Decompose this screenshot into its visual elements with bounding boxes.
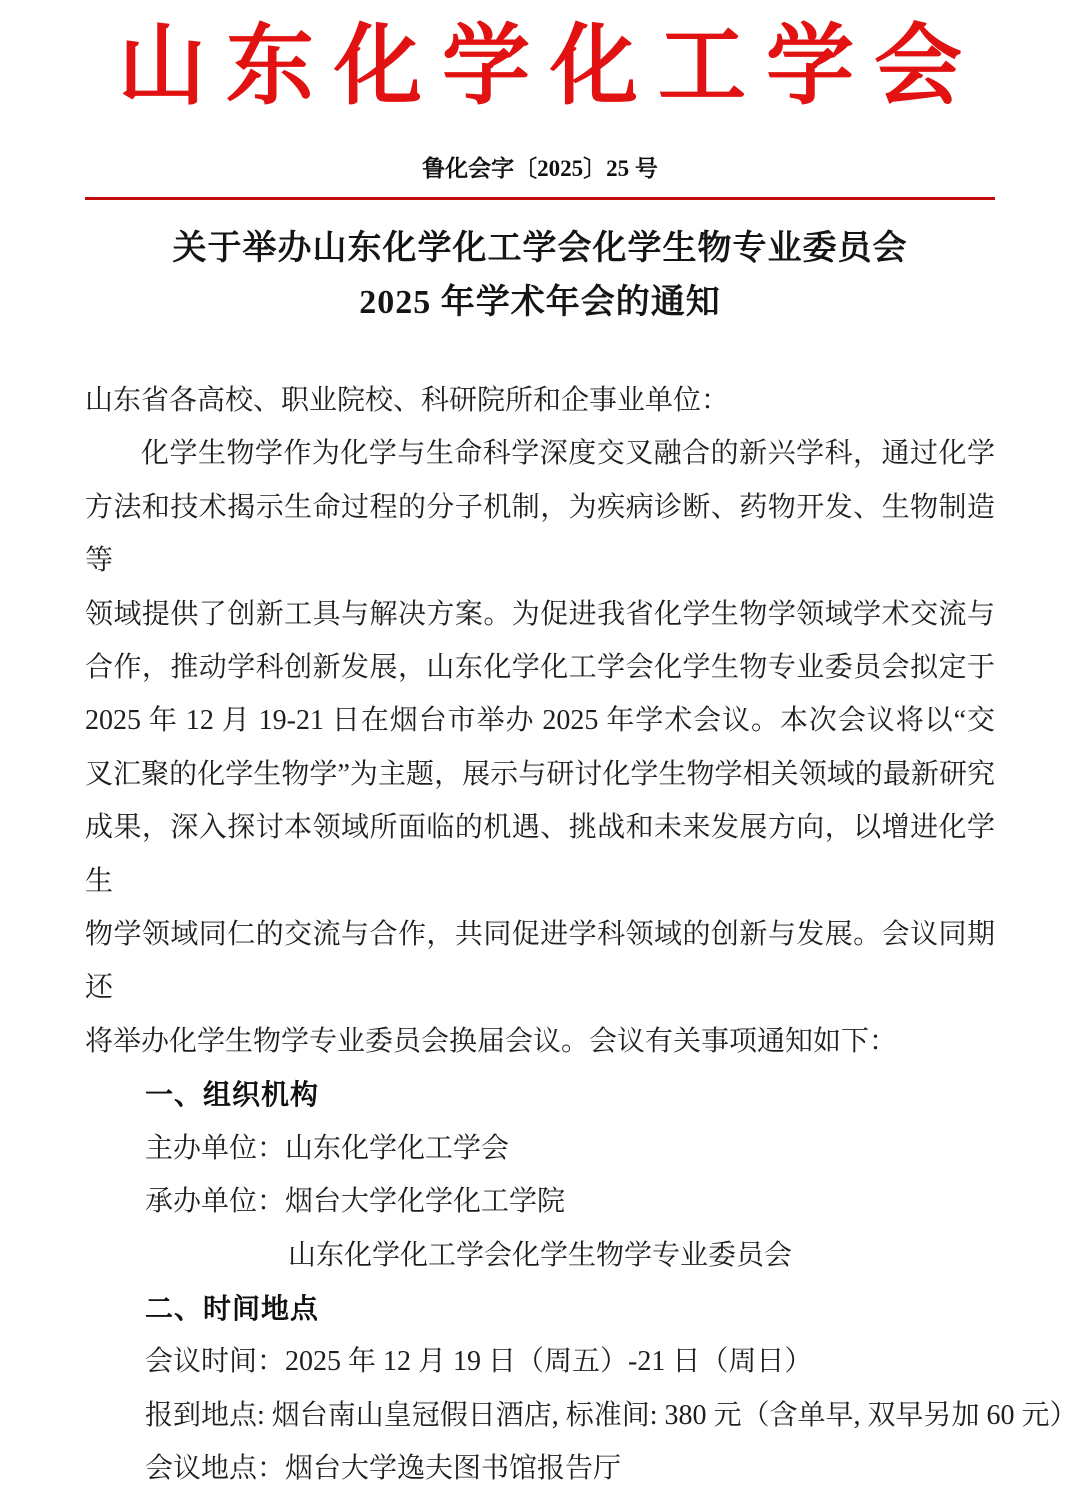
doc-number: 鲁化会字〔2025〕25 号 <box>422 156 658 181</box>
body-line: 成果，深入探讨本领域所面临的机遇、挑战和未来发展方向，以增进化学生 <box>85 812 995 897</box>
doc-title <box>85 222 995 330</box>
document-body <box>85 374 1078 1496</box>
body-line: 合作，推动学科创新发展，山东化学化工学会化学生物专业委员会拟定于 <box>85 652 995 684</box>
section-2-time-line: 会议时间：2025 年 12 月 19 日（周五）-21 日（周日） <box>145 1346 813 1378</box>
section-1-host-line: 主办单位：山东化学化工学会 <box>145 1132 510 1164</box>
section-2-heading: 二、时间地点 <box>145 1292 320 1324</box>
section-1-heading: 一、组织机构 <box>145 1079 320 1111</box>
body-line: 将举办化学生物学专业委员会换届会议。会议有关事项通知如下： <box>85 1025 898 1057</box>
body-line: 物学领域同仁的交流与合作，共同促进学科领域的创新与发展。会议同期还 <box>85 919 995 1004</box>
section-1-organizer-line-2: 山东化学化工学会化学生物学专业委员会 <box>288 1239 793 1271</box>
section-2-venue-line: 会议地点：烟台大学逸夫图书馆报告厅 <box>145 1453 622 1485</box>
section-1-organizer-line: 承办单位：烟台大学化学化工学院 <box>145 1186 566 1218</box>
org-title: 山东化学化工学会 <box>117 19 982 116</box>
body-line: 化学生物学作为化学与生命科学深度交叉融合的新兴学科，通过化学 <box>141 438 995 470</box>
body-line: 领域提供了创新工具与解决方案。为促进我省化学生物学领域学术交流与 <box>85 598 995 630</box>
salutation: 山东省各高校、职业院校、科研院所和企事业单位： <box>85 385 730 416</box>
body-line: 2025 年 12 月 19-21 日在烟台市举办 2025 年学术会议。本次会议将以“交 <box>85 705 995 737</box>
body-line: 叉汇聚的化学生物学”为主题，展示与研讨化学生物学相关领域的最新研究 <box>85 758 995 790</box>
body-line: 方法和技术揭示生命过程的分子机制，为疾病诊断、药物开发、生物制造等 <box>85 491 995 577</box>
doc-title-line-1: 关于举办山东化学化工学会化学生物专业委员会 <box>172 230 908 267</box>
red-divider <box>85 197 995 200</box>
doc-title-line-2: 2025 年学术年会的通知 <box>359 284 721 321</box>
section-2-checkin-line: 报到地点: 烟台南山皇冠假日酒店, 标准间: 380 元（含单早, 双早另加 60 元） <box>145 1399 1078 1431</box>
